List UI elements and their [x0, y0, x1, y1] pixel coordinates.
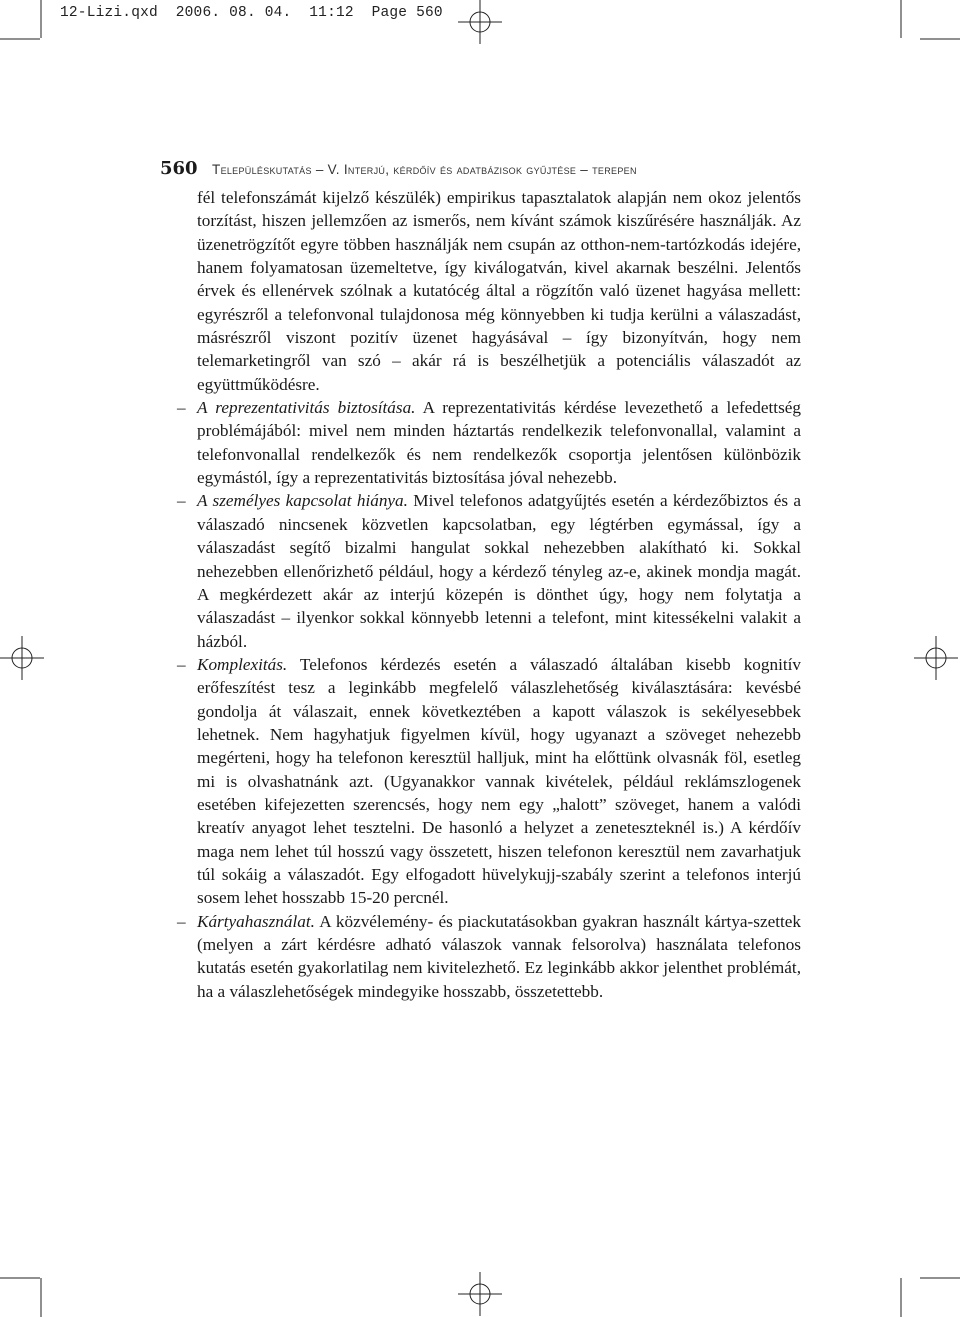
slug-page: Page 560	[371, 5, 443, 21]
slug-time: 11:12	[309, 5, 354, 21]
list-dash: –	[177, 911, 186, 931]
list-item-card-usage	[177, 910, 801, 1003]
list-dash: –	[177, 654, 186, 674]
registration-mark-bottom	[458, 1272, 502, 1316]
running-header	[160, 158, 637, 179]
slug-file: 12-Lizi.qxd	[60, 5, 158, 21]
list-dash: –	[177, 491, 186, 511]
list-item-personal-contact	[177, 489, 802, 652]
crop-mark-bottom-right-horizontal	[920, 1277, 960, 1279]
list-text: Telefonos kérdezés esetén a válaszadó általában kisebb kognitív erőfeszítést tesz a leginkább megfelelő válaszlehetőség kiválasztására: kevésbé gondolja át válaszait, ennek következtében a kapott válaszok is sekélyesebbek lehetnek. Nem hagyhatjuk figyelmen kívül, hogy ugyanazt a szöveget nehezebb megérteni, hogy ha telefonon keresztül halljuk, mint ha előttünk olvasnák föl, esetleg mi is olvashatnánk azt. (Ugyanakkor vannak kivételek, például reklámszlogenek esetében kifejezetten szerencsés, hogy nem egy „halott” szöveget, hanem a valódi kreatív anyagot lehet tesztelni. De hasonló a helyzet a zeneteszteknél is.) A kérdőív maga nem lehet túl hosszú vagy összetett, hiszen telefonon keresztül nem zavarhatjuk túl sokáig a válaszadót. Egy elfogadott hüvelykujj-szabály szerint a telefonos interjú sosem lehet hosszabb 15-20 percnél.	[197, 654, 801, 908]
list-term: A reprezentativitás biztosítása.	[197, 398, 416, 418]
list-item-complexity	[177, 653, 801, 910]
running-title: Településkutatás – V. Interjú, kérdőív és adatbázisok gyűjtése – terepen	[212, 162, 637, 177]
crop-mark-top-right	[900, 0, 902, 38]
list-term: Kártyahasználat.	[197, 911, 315, 931]
crop-mark-bottom-right	[900, 1278, 902, 1317]
registration-mark-left	[0, 636, 44, 680]
body-text	[177, 186, 802, 1003]
crop-mark-bottom-left	[40, 1278, 42, 1317]
print-slug	[60, 5, 443, 21]
list-text: A közvélemény- és piackutatásokban gyakran használt kártya-szettek (melyen a zárt kérdésre adható válaszok vannak felsorolva) használata telefonos kutatás esetén gyakorlatilag nem kivitelezhető. Ez leginkább akkor jelenthet problémát, ha a válaszlehetőségek mindegyike hosszabb, összetettebb.	[197, 911, 801, 1001]
crop-mark-top-left-horizontal	[0, 38, 40, 40]
body-paragraph: fél telefonszámát kijelző készülék) empirikus tapasztalatok alapján nem okoz jelentős torzítást, hiszen jellemzően az ismerős, nem kívánt számok kiszűrésére használják. Az üzenetrögzítőt egyre többen használják nem csupán az otthon-nem-tartózkodás idejére, hanem folyamatosan üzemeltetve, így kiválogatván, kivel akarnak beszélni. Jelentős érvek és ellenérvek szólnak a kutatócég által a rögzítőn való üzenet hagyása mellett: egyrészről a telefonvonal tulajdonosa még könnyebben ki tudja kerülni a válaszadást, másrészről viszont pozitív üzenet hagyásával – így bizonyítván, hogy nem telemarketingről van szó – akár rá is beszélhetjük a potenciális válaszadót az együttműködésre.	[197, 188, 801, 394]
list-item-representativeness	[177, 396, 801, 489]
list-term: A személyes kapcsolat hiánya.	[197, 491, 408, 511]
crop-mark-top-left	[40, 0, 42, 38]
crop-mark-bottom-left-horizontal	[0, 1277, 40, 1279]
page-number: 560	[160, 158, 198, 179]
registration-mark-top	[458, 0, 502, 44]
slug-date: 2006. 08. 04.	[175, 5, 292, 21]
list-term: Komplexitás.	[197, 654, 288, 674]
list-text: A reprezentativitás kérdése levezethető a lefedettség problémájából: mivel nem minden háztartás rendelkezik telefonvonallal, valamint a telefonvonallal rendelkezők és nem rendelkezők csoportja jelentősen különbözik egymástól, így a reprezentativitás biztosítása jóval nehezebb.	[197, 398, 801, 488]
registration-mark-right	[914, 636, 958, 680]
crop-mark-top-right-horizontal	[920, 38, 960, 40]
list-text: Mivel telefonos adatgyűjtés esetén a kérdezőbiztos és a válaszadó nincsenek közvetlen kapcsolatban, egy légtérben egymással, így a válaszadást segítő bizalmi hangulat sokkal nehezebben alakítható ki. Sokkal nehezebben ellenőrizhető például, hogy a kérdező tényleg az-e, akinek mondja magát. A megkérdezett akár az interjú közepén is dönthet úgy, hogy nem folytatja a válaszadást – ilyenkor sokkal könnyebb letenni a telefont, mint kitessékelni valakit a házból.	[197, 491, 802, 651]
list-dash: –	[177, 398, 186, 418]
